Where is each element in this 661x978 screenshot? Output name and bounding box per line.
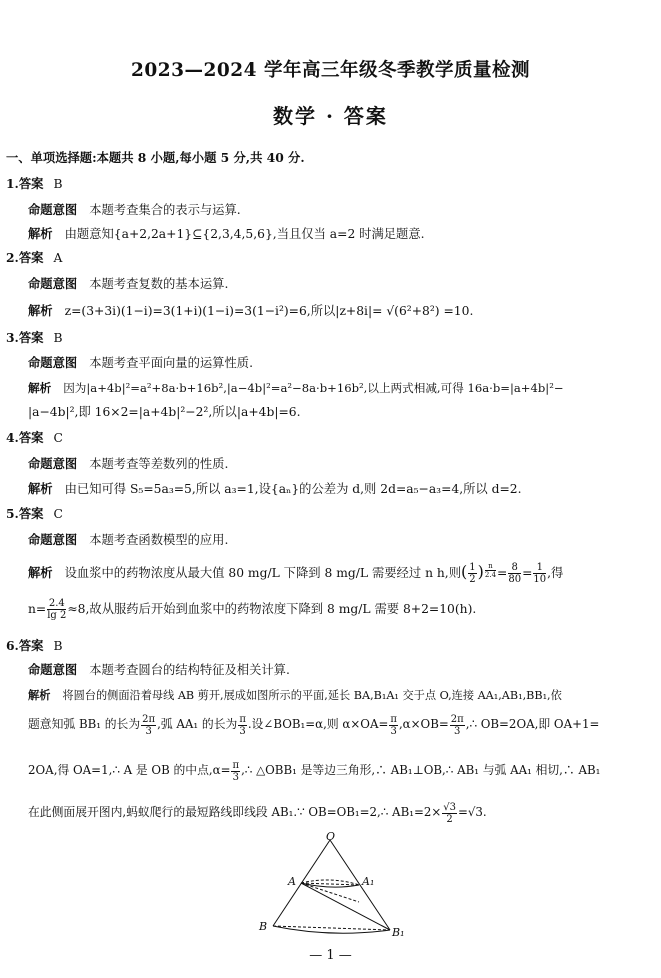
- q2-analysis: 解析 z=(3+3i)(1−i)=3(1+i)(1−i)=3(1−i²)=6,所以|z+8i|= √(6²+8²) =10.: [28, 303, 474, 318]
- q1-intent: 命题意图 本题考查集合的表示与运算.: [28, 202, 241, 217]
- label-A1: A₁: [362, 875, 375, 888]
- q3-answer: B: [53, 331, 63, 345]
- frustum-unfolding-figure: [255, 830, 415, 942]
- q6-answer: B: [53, 639, 63, 653]
- page-number: — 1 —: [309, 948, 352, 963]
- q5-analysis-line2: n= $\frac{2.4}{\lg 2}$ ≈8,故从服药后开始到血浆中的药物浓度下降到 8 mg/L 需要 8+2=10(h).: [28, 598, 477, 621]
- q2-answer: A: [53, 251, 63, 265]
- label-A: A: [288, 875, 296, 888]
- frac-1-10: $\frac{1}{10}$: [533, 562, 547, 586]
- frac-exponent: n 2.4: [484, 561, 497, 579]
- arc-AA1-upper: [301, 880, 359, 885]
- q6-analysis-line2: 题意知弧 BB₁ 的长为 $\frac{2\pi}{3}$ ,弧 AA₁ 的长为 $\frac{\pi}{3}$ .设∠BOB₁=α,则 α×OA= $\frac{\pi}{3}$ ,α×OB= $\frac{2\pi}{3}$ ,∴ OB=2OA,即 OA+1=: [28, 713, 600, 737]
- q6-analysis-line3: 2OA,得 OA=1,∴ A 是 OB 的中点,α= $\frac{\pi}{3}$ ,∴ △OBB₁ 是等边三角形,∴ AB₁⊥OB,∴ AB₁ 与弧 AA₁ 相切,∴ AB₁: [28, 759, 601, 783]
- q5-intent: 命题意图 本题考查函数模型的应用.: [28, 532, 229, 547]
- frac-8-80: $\frac{8}{80}$: [508, 562, 522, 586]
- label-O: O: [326, 830, 336, 843]
- q4-header: 4.答案 C: [6, 430, 63, 445]
- q2-intent: 命题意图 本题考查复数的基本运算.: [28, 276, 229, 291]
- q6-analysis-line1: 解析 将圆台的侧面沿着母线 AB 剪开,展成如图所示的平面,延长 BA,B₁A₁ 交于点 O,连接 AA₁,AB₁,BB₁,依: [28, 688, 562, 702]
- q3-analysis-line1: 解析 因为|a+4b|²=a²+8a·b+16b²,|a−4b|²=a²−8a·b+16b²,以上两式相减,可得 16a·b=|a+4b|²−: [28, 381, 564, 395]
- label-B1: B₁: [392, 926, 405, 939]
- page-title: 2023—2024 学年高三年级冬季教学质量检测: [131, 60, 530, 81]
- page-subtitle: 数学 · 答案: [273, 104, 388, 128]
- q1-analysis: 解析 由题意知{a+2,2a+1}⊆{2,3,4,5,6},当且仅当 a=2 时满足题意.: [28, 226, 425, 241]
- q6-analysis-line4: 在此侧面展开图内,蚂蚁爬行的最短路线即线段 AB₁.∵ OB=OB₁=2,∴ AB₁=2× $\frac{√3}{2}$ =√3.: [28, 801, 487, 825]
- q1-answer: B: [53, 177, 63, 191]
- label-B: B: [259, 920, 268, 933]
- q6-header: 6.答案 B: [6, 638, 63, 653]
- segment-AB1: [301, 883, 390, 930]
- arc-AA1: [301, 883, 359, 887]
- q3-intent: 命题意图 本题考查平面向量的运算性质.: [28, 355, 253, 370]
- q5-header: 5.答案 C: [6, 506, 63, 521]
- segment-OB1: [330, 840, 390, 930]
- q3-header: 3.答案 B: [6, 330, 63, 345]
- q1-header: 1.答案 B: [6, 176, 63, 191]
- frac-one-half: $\frac{1}{2}$: [469, 562, 476, 586]
- q4-answer: C: [53, 431, 63, 445]
- q5-analysis-line1: 解析 设血浆中的药物浓度从最大值 80 mg/L 下降到 8 mg/L 需要经过 n h,则( $\frac{1}{2}$ ) $^{\frac{n}{2.4}}$ = $\frac{8}{80}$ = $\frac{1}{10}$ ,得: [28, 561, 564, 586]
- q4-intent: 命题意图 本题考查等差数列的性质.: [28, 456, 229, 471]
- section-heading: 一、单项选择题:本题共 8 小题,每小题 5 分,共 40 分.: [6, 150, 305, 165]
- q4-analysis: 解析 由已知可得 S₅=5a₃=5,所以 a₃=1,设{aₙ}的公差为 d,则 2d=a₅−a₃=4,所以 d=2.: [28, 481, 522, 496]
- frac-24-lg2: $\frac{2.4}{\lg 2}$: [47, 598, 67, 621]
- q5-answer: C: [53, 507, 63, 521]
- q3-analysis-line2: |a−4b|²,即 16×2=|a+4b|²−2²,所以|a+4b|=6.: [28, 405, 301, 419]
- q6-intent: 命题意图 本题考查圆台的结构特征及相关计算.: [28, 662, 290, 677]
- q2-header: 2.答案 A: [6, 250, 63, 265]
